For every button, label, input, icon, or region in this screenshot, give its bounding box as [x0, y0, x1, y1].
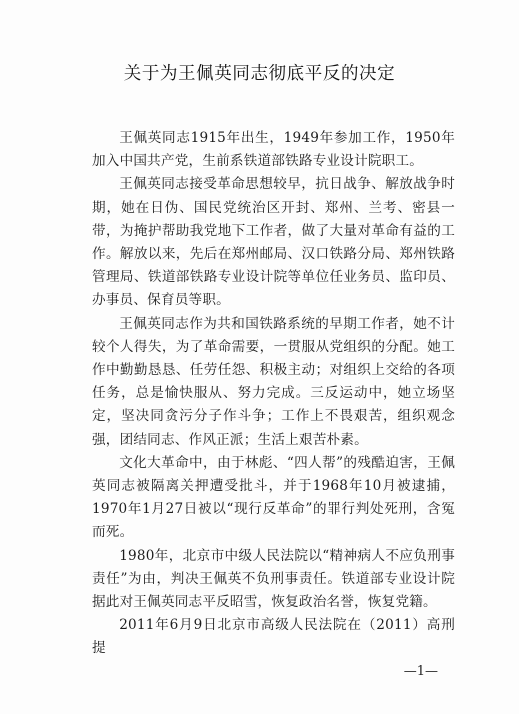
paragraph: 王佩英同志1915年出生，1949年参加工作，1950年加入中国共产党，生前系铁道部铁路专业设计院职工。	[92, 130, 455, 170]
paragraph: 2011年6月9日北京市高级人民法院在（2011）高刑提	[92, 617, 455, 657]
paragraph: 王佩英同志作为共和国铁路系统的早期工作者，她不计较个人得失，为了革命需要，一贯服从党组织的分配。她工作中勤勤恳恳、任劳任怨、积极主动；对组织上交给的各项任务，总是愉快服从、努力完成。三反运动中，她立场坚定，坚决同贪污分子作斗争；工作上不畏艰苦，组织观念强，团结同志、作风正派；生活上艰苦朴素。	[92, 315, 455, 448]
paragraph: 文化大革命中，由于林彪、“四人帮”的残酷迫害，王佩英同志被隔离关押遭受批斗，并于1968年10月被逮捕，1970年1月27日被以“现行反革命”的罪行判处死刑，含冤而死。	[92, 454, 455, 541]
page-number: —1—	[403, 664, 438, 679]
paragraph: 1980年，北京市中级人民法院以“精神病人不应负刑事责任”为由，判决王佩英不负刑事责任。铁道部专业设计院据此对王佩英同志平反昭雪，恢复政治名誉，恢复党籍。	[92, 547, 455, 611]
document-title: 关于为王佩英同志彻底平反的决定	[123, 64, 396, 84]
document-body	[92, 127, 455, 661]
paragraph: 王佩英同志接受革命思想较早，抗日战争、解放战争时期，她在日伪、国民党统治区开封、郑州、兰考、密县一带，为掩护帮助我党地下工作者，做了大量对革命有益的工作。解放以来，先后在郑州邮局、汉口铁路分局、郑州铁路管理局、铁道部铁路专业设计院等单位任业务员、监印员、办事员、保育员等职。	[92, 176, 455, 309]
